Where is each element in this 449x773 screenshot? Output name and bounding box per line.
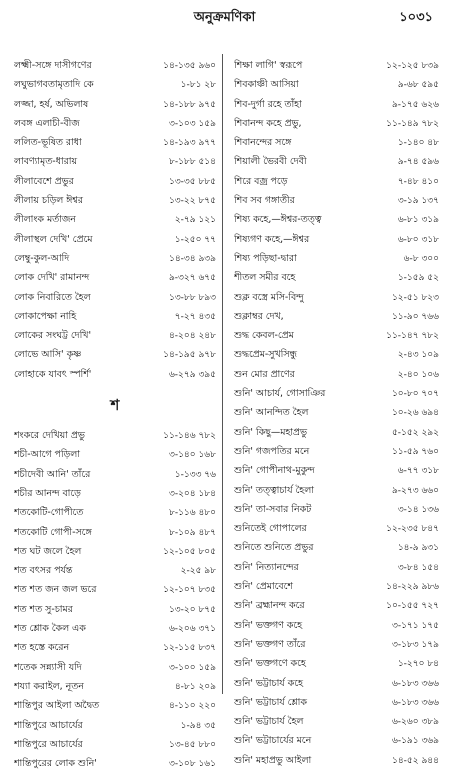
index-term: শিবকাঞ্চী আসিয়া bbox=[234, 79, 299, 91]
index-entry bbox=[234, 423, 439, 442]
index-term: শিরে বজ্র পড়ে bbox=[234, 175, 288, 187]
index-reference: ৬-৮১ ৩১৯ bbox=[397, 215, 439, 226]
index-term: শুনি' গজপতির মনে bbox=[234, 445, 310, 457]
index-reference: ৩-১৭১ ১৭৫ bbox=[391, 620, 439, 631]
index-entry bbox=[234, 56, 439, 75]
index-term: লীলাস্থল দেখি' প্রেমে bbox=[14, 233, 93, 245]
index-entry bbox=[14, 638, 216, 657]
index-term: শুনি' কিছু—মহাপ্রভু bbox=[234, 426, 308, 438]
index-term: লঘুভাগবতামৃতাদি কে bbox=[14, 79, 94, 91]
index-term: শুনি' ভট্টাচার্য হৈল bbox=[234, 716, 304, 728]
index-entry bbox=[14, 172, 216, 191]
index-entry bbox=[234, 230, 439, 249]
index-reference: ১০-৮০ ৭০৭ bbox=[391, 389, 439, 400]
index-term: শতকোটি-গোপীতে bbox=[14, 507, 84, 519]
index-reference: ১২-২৩৫ ৮৪৭ bbox=[386, 524, 439, 535]
index-term: শান্তিপুরে আচার্যের bbox=[14, 719, 83, 731]
index-reference: ১৩-৩৫ ৮৮৫ bbox=[168, 176, 216, 187]
index-term: শুন মোর প্রাণের bbox=[234, 368, 295, 380]
index-reference: ১৪-১৯৫ ৯৭৮ bbox=[163, 350, 216, 361]
index-reference: ১০-১৫৫ ৭২৭ bbox=[386, 601, 439, 612]
index-reference: ১৩-২০ ৮৭৫ bbox=[168, 604, 216, 615]
index-term: লাবণ্যামৃত-ধারায় bbox=[14, 156, 78, 168]
index-term: শিষ্য কহে,—ঈশ্বর-তত্ত্ব bbox=[234, 214, 322, 226]
index-term: লোক নিবারিতে হৈল bbox=[14, 291, 91, 303]
index-term: শত শত জন জল ভরে bbox=[14, 584, 97, 596]
index-term: শত শ্লোক কৈল এক bbox=[14, 623, 86, 635]
index-term: শুনিতেই গোপালের bbox=[234, 523, 307, 535]
index-term: শুনি' ব্রহ্মানন্দ করে bbox=[234, 600, 305, 612]
index-entry bbox=[234, 326, 439, 345]
index-reference: ৪-১১০ ২২০ bbox=[168, 701, 216, 712]
index-reference: ৩-১৪ ১৩৬ bbox=[397, 504, 439, 515]
index-term: লোভে আসি' কৃষ্ণ bbox=[14, 349, 82, 361]
index-reference: ১৪-৫২ ৯৪৪ bbox=[391, 755, 439, 766]
index-term: শুনি' গোপীনাথ-মুকুন্দ bbox=[234, 465, 315, 477]
index-entry bbox=[234, 114, 439, 133]
index-entry bbox=[234, 577, 439, 596]
index-entry bbox=[14, 307, 216, 326]
index-term: শুক্ল বস্ত্রে মসি-বিন্দু bbox=[234, 291, 304, 303]
index-term: শুদ্ধপ্রেম-সুখসিন্ধু bbox=[234, 349, 297, 361]
index-reference: ১৪-১৮৮ ৯৭৫ bbox=[163, 99, 216, 110]
index-reference: ৩-১৯ ১৩৭ bbox=[397, 196, 439, 207]
index-term: শত ঘট জলে হৈল bbox=[14, 545, 82, 557]
index-reference: ১২-১২৫ ৮৩৯ bbox=[386, 61, 439, 71]
index-reference: ১-১৪০ ৪৮ bbox=[397, 138, 439, 149]
index-entry bbox=[14, 523, 216, 542]
index-term: লবঙ্গ এলাচী-বীজ bbox=[14, 117, 80, 129]
index-reference: ৬-১৮৩ ৩৬৬ bbox=[391, 697, 439, 708]
index-entry bbox=[234, 268, 439, 287]
index-term: শুনি' ভট্টাচার্য কহে bbox=[234, 677, 303, 689]
index-reference: ১৪-১৩৫ ৯৬০ bbox=[163, 61, 216, 71]
index-entry bbox=[234, 365, 439, 384]
index-term: লোকাপেক্ষা নাহি bbox=[14, 310, 77, 322]
index-reference: ১-২৫০ ৭৭ bbox=[174, 234, 216, 245]
index-term: লজ্জা, হর্ষ, অভিলাষ bbox=[14, 98, 89, 110]
index-reference: ১-৮১ ২৮ bbox=[180, 80, 216, 91]
right-column bbox=[234, 56, 439, 766]
index-entry bbox=[234, 731, 439, 750]
index-entry bbox=[234, 307, 439, 326]
index-entry bbox=[234, 674, 439, 693]
index-term: শান্তিপুরে আচার্যের bbox=[14, 738, 83, 750]
index-reference: ১১-৯০ ৭৬৬ bbox=[391, 311, 439, 322]
index-reference: ৬-২৭৯ ৩৯৫ bbox=[168, 369, 216, 380]
index-entry bbox=[14, 503, 216, 522]
index-entry bbox=[234, 288, 439, 307]
index-entry bbox=[234, 558, 439, 577]
index-term: শান্তিপুরের লোক শুনি' bbox=[14, 758, 97, 770]
index-reference: ৯-১৭৫ ৬২৬ bbox=[391, 99, 439, 110]
index-term: শংকরে দেখিয়া প্রভু bbox=[14, 430, 85, 442]
index-term: শুনি' ভট্টাচার্য শ্লোক bbox=[234, 696, 307, 708]
index-term: শত হস্তে করেন bbox=[14, 642, 70, 654]
index-term: শুনি' তা-সবার নিকট bbox=[234, 503, 312, 515]
index-entry bbox=[14, 580, 216, 599]
index-reference: ১২-১০৭ ৮৩৫ bbox=[163, 585, 216, 596]
index-entry bbox=[14, 191, 216, 210]
index-entry bbox=[14, 658, 216, 677]
index-entry bbox=[234, 712, 439, 731]
index-term: শুনি' প্রেমাবেশে bbox=[234, 581, 293, 593]
index-term: লোকের সংঘট্ট দেখি' bbox=[14, 330, 92, 342]
index-term: লোহাকে যাবৎ স্পর্শি' bbox=[14, 368, 92, 380]
index-entry bbox=[234, 210, 439, 229]
index-entry bbox=[234, 172, 439, 191]
index-entry bbox=[14, 426, 216, 445]
index-term: শুনিতে শুনিতে প্রভুর bbox=[234, 542, 314, 554]
index-reference: ১২-৫১ ৮২৩ bbox=[391, 292, 439, 303]
index-entry bbox=[14, 152, 216, 171]
index-term: শিবানন্দ কহে প্রভু, bbox=[234, 117, 302, 129]
index-reference: ৬-২০৬ ৩৭১ bbox=[168, 624, 216, 635]
index-entry bbox=[14, 445, 216, 464]
index-reference: ১২-১১৫ ৮৩৭ bbox=[163, 643, 216, 654]
index-term: শত বৎসর পর্যন্ত bbox=[14, 565, 73, 577]
index-reference: ৮-১১৬ ৪৮০ bbox=[168, 508, 216, 519]
index-reference: ৭-৪৮ ৪১০ bbox=[397, 176, 439, 187]
index-term: শিষ্য পড়িছা-দ্বারা bbox=[234, 252, 297, 264]
index-term: শুনি' ভক্তগণ তাঁরে bbox=[234, 638, 306, 650]
index-entry bbox=[234, 500, 439, 519]
index-term: শীতল সমীর বহে bbox=[234, 272, 296, 284]
index-term: লেম্বু-কুল-আদি bbox=[14, 252, 70, 264]
index-reference: ১৪-১৯৩ ৯৭৭ bbox=[163, 138, 216, 149]
index-reference: ৬-৮ ৩০০ bbox=[403, 253, 439, 264]
index-reference: ১১-১৪৬ ৭৮২ bbox=[163, 431, 216, 442]
index-term: শচীদেবী আনি' তাঁরে bbox=[14, 468, 91, 480]
index-term: শয্যা করাইল, নূতন bbox=[14, 680, 84, 692]
index-term: শুনি' মহাপ্রভু আইলা bbox=[234, 754, 312, 766]
index-entry bbox=[234, 654, 439, 673]
index-entry bbox=[14, 600, 216, 619]
index-entry bbox=[14, 230, 216, 249]
index-reference: ১৩-৮৮ ৮৯৩ bbox=[168, 292, 216, 303]
index-reference: ৬-৭৭ ৩১৮ bbox=[397, 466, 439, 477]
index-term: শচী-আগে পড়িলা bbox=[14, 449, 80, 461]
index-reference: ৯-৩২৭ ৬৭৫ bbox=[168, 273, 216, 284]
index-entry bbox=[14, 210, 216, 229]
index-term: শুনি' আচার্য, গোসাঞির bbox=[234, 388, 326, 400]
index-reference: ৩-১৪০ ১৬৮ bbox=[168, 450, 216, 461]
index-reference: ৬-১৮৩ ৩৬৬ bbox=[391, 678, 439, 689]
index-term: শত শত সু-চামর bbox=[14, 603, 73, 615]
index-entry bbox=[234, 249, 439, 268]
index-reference: ৩-২০৪ ১৮৪ bbox=[168, 488, 216, 499]
index-entry bbox=[234, 95, 439, 114]
index-entry bbox=[14, 754, 216, 773]
index-reference: ২-৭৯ ১২১ bbox=[174, 215, 216, 226]
index-reference: ৫-১৫২ ২৯২ bbox=[391, 427, 439, 438]
index-entry bbox=[14, 735, 216, 754]
index-reference: ১২-১০৫ ৮০৫ bbox=[163, 546, 216, 557]
index-entry bbox=[14, 677, 216, 696]
index-entry bbox=[14, 365, 216, 384]
index-reference: ২-৪০ ১০৬ bbox=[397, 369, 439, 380]
index-entry bbox=[14, 696, 216, 715]
index-entry bbox=[14, 561, 216, 580]
index-term: শুনি' ভট্টাচার্যের মনে bbox=[234, 735, 312, 747]
index-term: লীলায় চড়িল ঈশ্বর bbox=[14, 195, 83, 207]
index-term: শিব-দুর্গা রহে তাঁহা bbox=[234, 98, 302, 110]
index-entry bbox=[234, 461, 439, 480]
index-entry bbox=[14, 288, 216, 307]
index-term: শুনি' ভক্তগণে কহে bbox=[234, 658, 306, 670]
index-entry bbox=[234, 384, 439, 403]
index-entry bbox=[14, 326, 216, 345]
index-term: শিক্ষা লাগি' স্বরূপে bbox=[234, 60, 303, 71]
index-entry bbox=[14, 249, 216, 268]
index-entry bbox=[234, 403, 439, 422]
index-term: শিবানন্দের সঙ্গে bbox=[234, 137, 292, 149]
index-entry bbox=[234, 133, 439, 152]
index-reference: ৯-৭৪ ৫৯৬ bbox=[397, 157, 439, 168]
index-entry bbox=[234, 152, 439, 171]
index-entry bbox=[14, 716, 216, 735]
index-entry bbox=[234, 596, 439, 615]
index-term: শান্তিপুর আইলা অদ্বৈত bbox=[14, 700, 100, 712]
index-reference: ১-৯৪ ৩৫ bbox=[180, 720, 216, 731]
index-reference: ৯-৬৮ ৫৯৫ bbox=[397, 80, 439, 91]
index-reference: ১১-৫৯ ৭৬০ bbox=[391, 446, 439, 457]
index-entry bbox=[234, 345, 439, 364]
index-term: শিব সব গঙ্গাতীর bbox=[234, 195, 295, 207]
index-term: শতেক সন্ন্যাসী যদি bbox=[14, 661, 82, 673]
index-reference: ৬-১৯১ ৩৬৯ bbox=[391, 736, 439, 747]
left-column bbox=[14, 56, 216, 770]
index-reference: ২-২৫ ৯৮ bbox=[180, 566, 216, 577]
index-entry bbox=[234, 751, 439, 770]
index-reference: ৩-১০৮ ১৬১ bbox=[168, 759, 216, 770]
column-divider bbox=[222, 54, 223, 694]
page-number: ১০৩১ bbox=[399, 10, 433, 25]
index-reference: ৬-৮০ ৩১৮ bbox=[397, 234, 439, 245]
index-reference: ১৪-৩৪ ৯৩৯ bbox=[168, 253, 216, 264]
index-term: লক্ষ্মী-সঙ্গে দাসীগণের bbox=[14, 60, 92, 71]
page-title: অনুক্রমণিকা bbox=[193, 10, 256, 25]
index-entry bbox=[234, 635, 439, 654]
section-heading: শ bbox=[110, 396, 120, 415]
index-term: শুদ্ধ কেবল-প্রেম bbox=[234, 330, 294, 342]
index-term: শুনি' নিত্যানন্দের bbox=[234, 561, 299, 573]
page-header bbox=[0, 6, 449, 32]
index-term: শিয়ালী ভৈরবী দেবী bbox=[234, 156, 307, 168]
index-reference: ১-১৩৩ ৭৬ bbox=[174, 469, 216, 480]
index-entry bbox=[14, 345, 216, 364]
index-entry bbox=[14, 133, 216, 152]
index-term: শুক্লাম্বর দেখ, bbox=[234, 310, 284, 322]
index-entry bbox=[14, 465, 216, 484]
index-entry bbox=[14, 56, 216, 75]
index-term: শুনি' আনন্দিত হৈল bbox=[234, 407, 309, 419]
index-reference: ৪-৮১ ২০৯ bbox=[174, 681, 216, 692]
index-reference: ৯-২৭৩ ৬৬০ bbox=[391, 485, 439, 496]
index-entry bbox=[234, 442, 439, 461]
index-reference: ৮-১৮৮ ৫১৪ bbox=[169, 157, 216, 168]
index-reference: ১১-১৪৭ ৭৮২ bbox=[386, 331, 439, 342]
index-reference: ১-২৭০ ৮৪ bbox=[397, 659, 439, 670]
index-entry bbox=[234, 616, 439, 635]
index-term: লীলাবেশে প্রভুর bbox=[14, 175, 74, 187]
index-entry bbox=[14, 268, 216, 287]
index-reference: ১৪-২২৯ ৯৮৬ bbox=[386, 582, 439, 593]
index-entry bbox=[234, 75, 439, 94]
index-reference: ১-১৫৯ ৫২ bbox=[397, 273, 439, 284]
index-term: শিষ্যগণ কহে,—ঈশ্বর bbox=[234, 233, 310, 245]
index-reference: ১৪-৯ ৯৩১ bbox=[397, 543, 439, 554]
index-reference: ৩-১০০ ১৫৯ bbox=[168, 662, 216, 673]
index-reference: ১০-২৬ ৬৯৪ bbox=[391, 408, 439, 419]
index-reference: ৪-২০৪ ২৪৮ bbox=[168, 331, 216, 342]
index-entry bbox=[234, 519, 439, 538]
index-term: ললিত-ভূষিত রাধা bbox=[14, 137, 82, 149]
index-reference: ১১-১৪৯ ৭৮২ bbox=[386, 118, 439, 129]
index-reference: ৩-৮৪ ১৫৪ bbox=[397, 562, 439, 573]
index-entry bbox=[234, 538, 439, 557]
index-term: শচীর আনন্দ বাড়ে bbox=[14, 487, 81, 499]
index-entry bbox=[234, 481, 439, 500]
index-entry bbox=[234, 191, 439, 210]
index-entry bbox=[14, 114, 216, 133]
index-reference: ৩-১৮৩ ১৭৯ bbox=[391, 639, 439, 650]
index-term: লীলাংক মর্তাজন bbox=[14, 214, 76, 226]
index-entry bbox=[14, 619, 216, 638]
index-entry bbox=[14, 95, 216, 114]
index-entry bbox=[234, 693, 439, 712]
index-reference: ২-৪৩ ১০৯ bbox=[397, 350, 439, 361]
index-entry bbox=[14, 542, 216, 561]
index-reference: ৩-১০৩ ১৫৯ bbox=[168, 118, 216, 129]
index-reference: ১৩-৪৫ ৮৮০ bbox=[168, 739, 216, 750]
index-entry bbox=[14, 484, 216, 503]
index-term: শুনি' ভক্তগণ কহে bbox=[234, 619, 303, 631]
index-term: লোক দেখি' রামানন্দ bbox=[14, 272, 90, 284]
index-term: শতকোটি গোপী-সঙ্গে bbox=[14, 526, 92, 538]
index-reference: ৬-২৬০ ৩৮৯ bbox=[391, 717, 439, 728]
index-entry bbox=[14, 75, 216, 94]
index-reference: ৮-১০৯ ৪৮৭ bbox=[168, 527, 216, 538]
index-reference: ৭-২৭ ৪৩৫ bbox=[174, 311, 216, 322]
index-reference: ১৩-২২ ৮৭৫ bbox=[168, 196, 216, 207]
index-term: শুনি' তত্ত্বাচার্য হৈলা bbox=[234, 484, 314, 496]
